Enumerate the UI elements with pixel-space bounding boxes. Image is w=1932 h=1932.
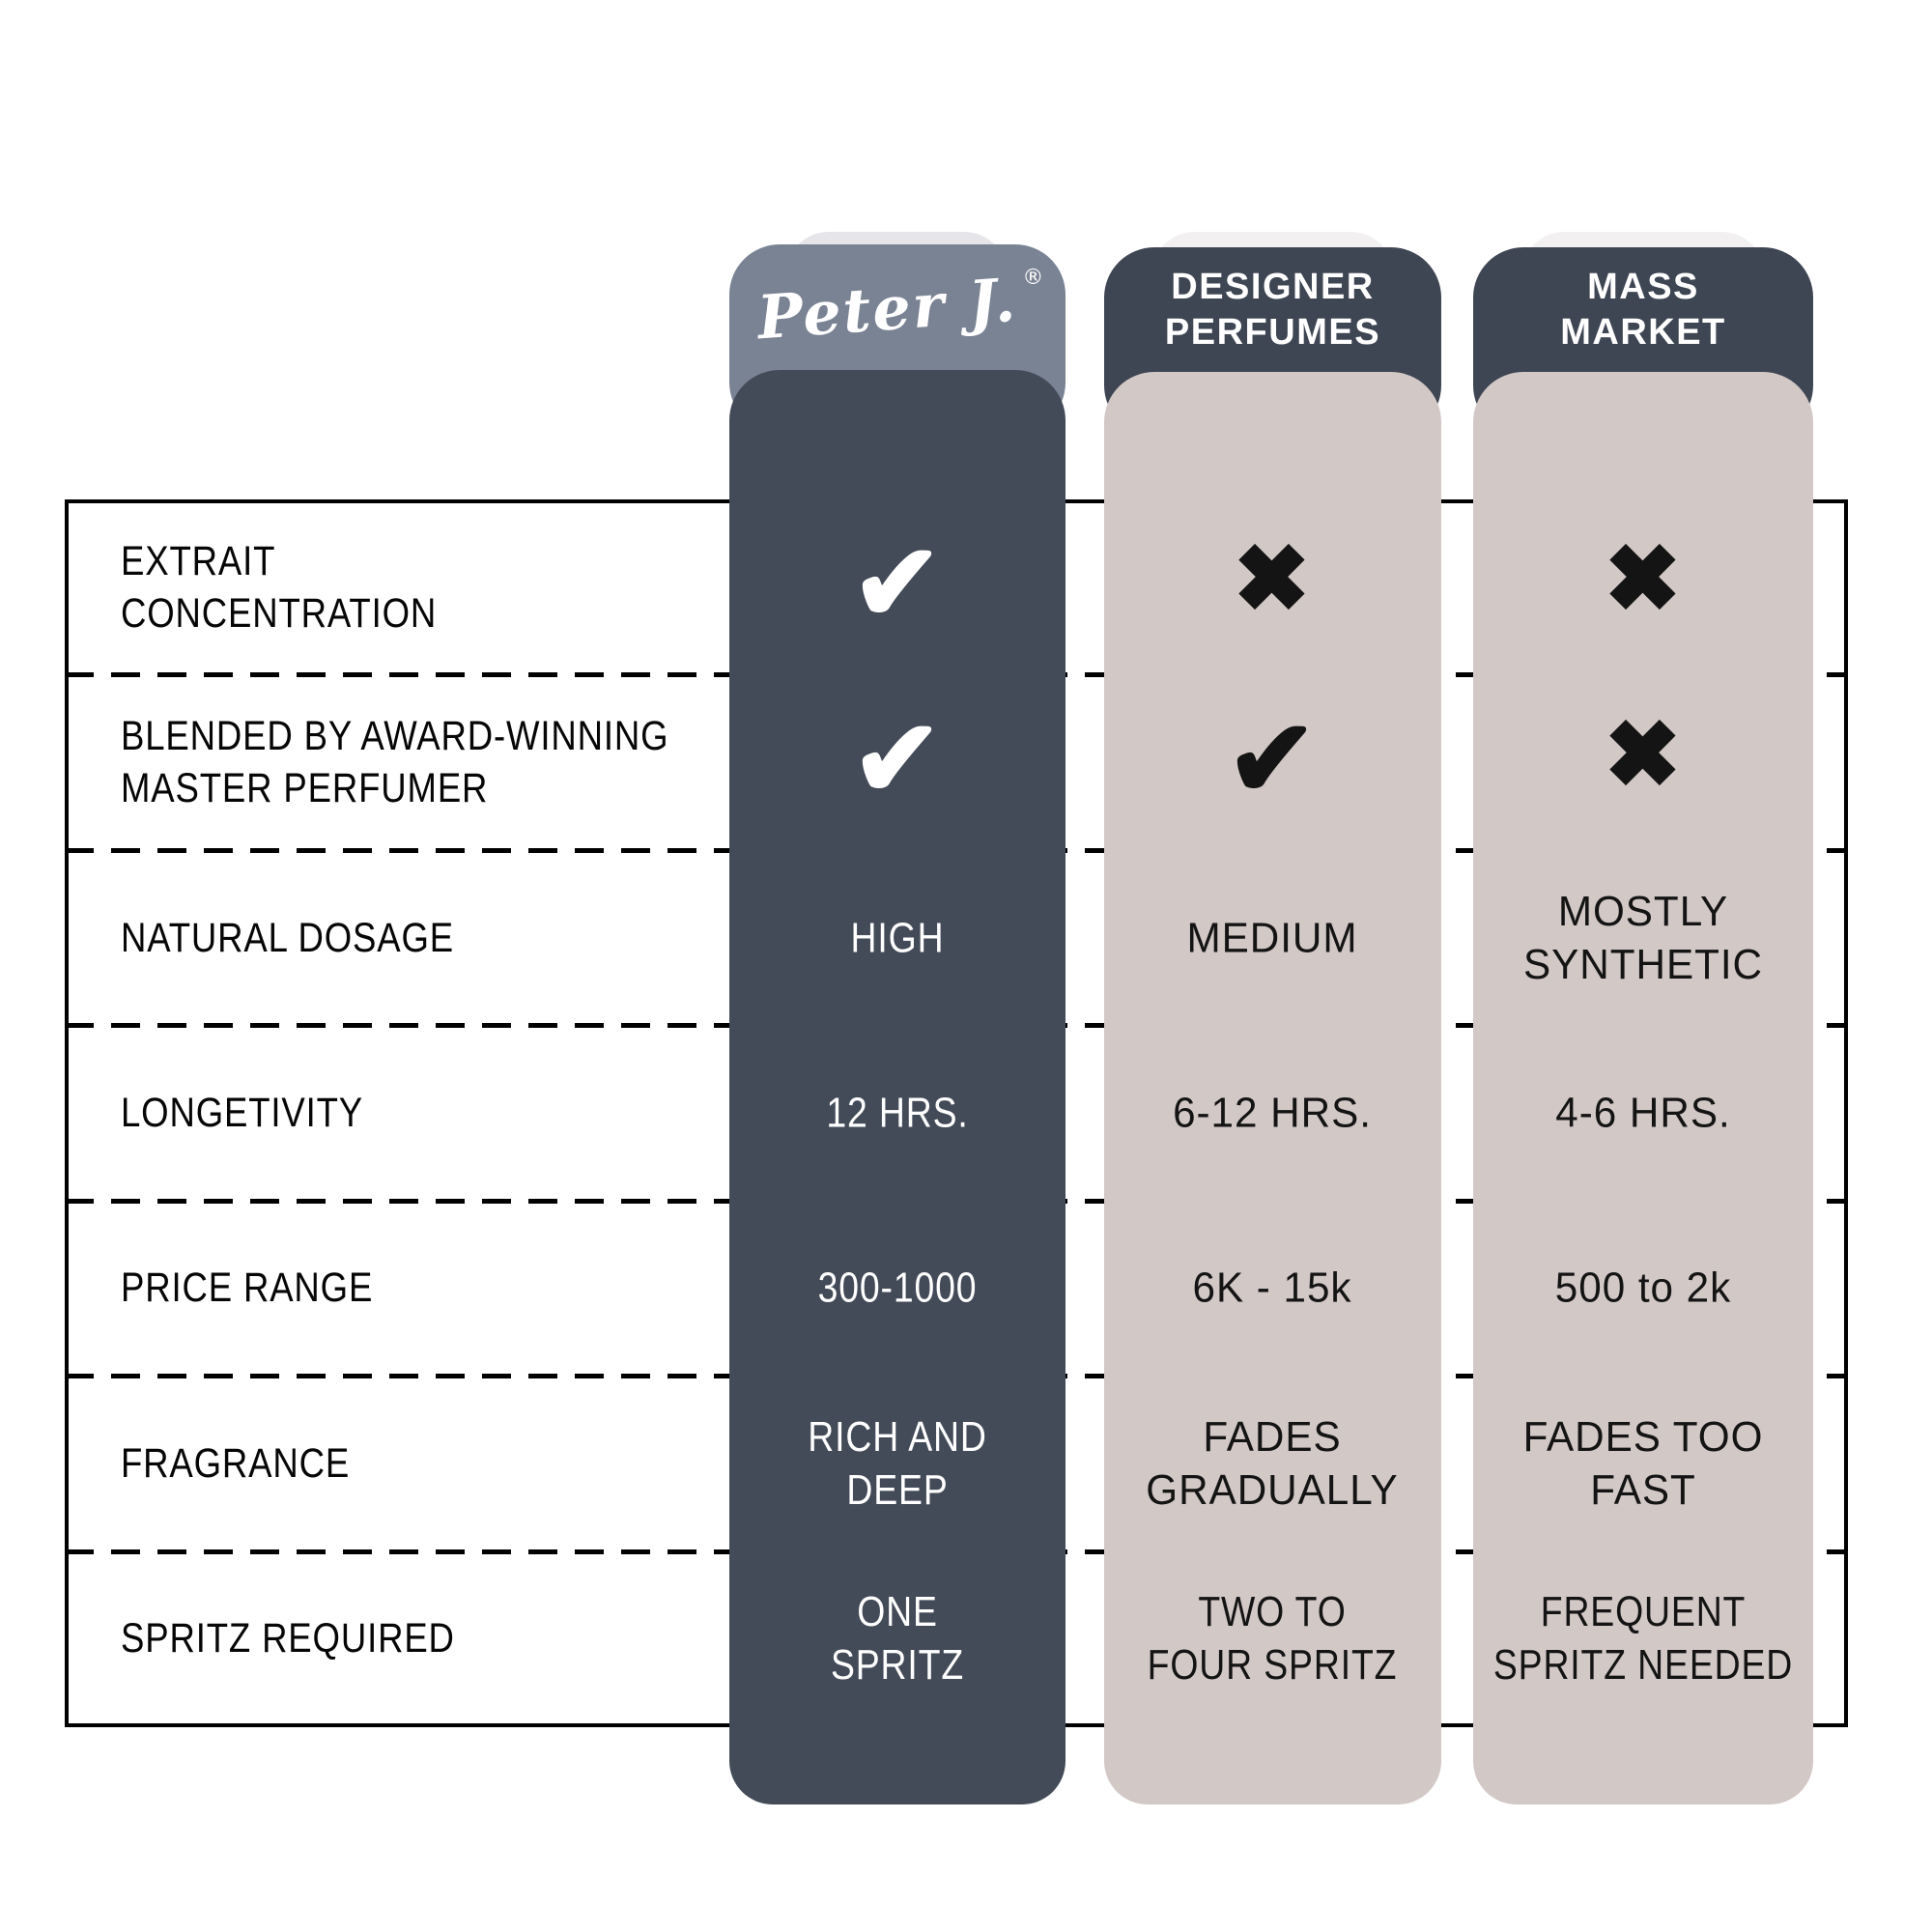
cell-value-line: RICH AND: [808, 1413, 987, 1461]
cell-mass-fragrance: [1518, 1410, 1768, 1517]
cell-value-line: 4-6 HRS.: [1555, 1089, 1731, 1137]
row-label-line: NATURAL DOSAGE: [121, 915, 454, 961]
cell-value-line: ONE: [857, 1588, 938, 1635]
cell-designer-blended: [1226, 698, 1319, 819]
cell-value-line: 6K - 15k: [1192, 1264, 1352, 1312]
row-label-price-range: [121, 1262, 417, 1314]
cell-value-line: DEEP: [846, 1466, 949, 1514]
cell-value-line: TWO TO: [1198, 1588, 1347, 1635]
cell-mass-natural-dosage: [1519, 885, 1768, 991]
row-label-line: PRICE RANGE: [121, 1264, 374, 1311]
column-header-line: DESIGNER: [1171, 267, 1375, 307]
cell-value-line: FADES: [1203, 1413, 1342, 1461]
cell-designer-price-range: [1189, 1262, 1355, 1315]
cell-brand-natural-dosage: [842, 912, 952, 965]
cell-value-line: SPRITZ: [830, 1641, 965, 1689]
cell-designer-spritz: [1125, 1585, 1419, 1691]
cell-mass-extrait: [1604, 527, 1683, 631]
row-label-line: EXTRAIT: [121, 538, 276, 584]
cell-mass-spritz: [1466, 1585, 1819, 1691]
cell-mass-price-range: [1551, 1262, 1735, 1315]
cell-value-line: GRADUALLY: [1146, 1466, 1399, 1514]
cell-value-line: HIGH: [850, 914, 945, 962]
cell-value-line: 300-1000: [817, 1264, 978, 1312]
column-header-line: MARKET: [1560, 312, 1726, 353]
cell-brand-blended: [851, 698, 944, 819]
cross-icon: ✖: [1604, 703, 1683, 807]
registered-trademark-icon: ®: [1022, 265, 1044, 290]
check-icon: ✔: [851, 698, 944, 819]
cell-value-line: SPRITZ NEEDED: [1492, 1641, 1794, 1689]
row-label-line: FRAGRANCE: [121, 1440, 351, 1487]
column-header-line: MASS: [1587, 267, 1699, 307]
row-label-line: MASTER PERFUMER: [121, 765, 489, 811]
cell-value-line: SYNTHETIC: [1522, 941, 1764, 988]
row-label-blended-by-master-perfumer: [121, 710, 766, 814]
brand-logo-script: Peter J.: [754, 264, 1019, 353]
row-label-natural-dosage: [121, 912, 513, 964]
column-header-line: PERFUMES: [1164, 312, 1381, 353]
cell-value-line: MOSTLY: [1557, 888, 1729, 935]
cell-brand-price-range: [804, 1262, 991, 1315]
cell-designer-extrait: [1233, 527, 1312, 631]
cell-designer-fragrance: [1141, 1410, 1404, 1517]
cell-brand-extrait: [851, 523, 944, 643]
cell-brand-fragrance: [792, 1410, 1003, 1517]
cell-value-line: 6-12 HRS.: [1173, 1089, 1372, 1137]
cell-brand-spritz: [819, 1585, 976, 1691]
cell-mass-longetivity: [1552, 1087, 1735, 1140]
cross-icon: ✖: [1233, 527, 1312, 631]
row-label-extrait-concentration: [121, 535, 493, 639]
cell-value-line: FOUR SPRITZ: [1147, 1641, 1398, 1689]
row-label-line: CONCENTRATION: [121, 590, 438, 637]
row-label-spritz-required: [121, 1612, 514, 1664]
cell-value-line: MEDIUM: [1186, 914, 1358, 962]
row-label-line: LONGETIVITY: [121, 1090, 364, 1136]
cell-mass-blended: [1604, 703, 1683, 807]
brand-logo: [729, 244, 1065, 372]
check-icon: ✔: [851, 523, 944, 643]
check-icon: ✔: [1226, 698, 1319, 819]
column-header-mass-market: [1473, 247, 1813, 373]
column-header-designer-perfumes: [1104, 247, 1441, 373]
row-label-fragrance: [121, 1437, 390, 1490]
cell-value-line: FADES TOO: [1522, 1413, 1764, 1461]
cell-value-line: 500 to 2k: [1554, 1264, 1732, 1312]
row-label-line: BLENDED BY AWARD-WINNING: [121, 713, 669, 759]
cell-value-line: 12 HRS.: [826, 1089, 969, 1137]
cross-icon: ✖: [1604, 527, 1683, 631]
cell-value-line: FAST: [1590, 1466, 1696, 1514]
cell-brand-longetivity: [813, 1087, 980, 1140]
cell-value-line: FREQUENT: [1540, 1588, 1747, 1635]
row-label-longetivity: [121, 1087, 406, 1139]
row-label-line: SPRITZ REQUIRED: [121, 1615, 455, 1662]
cell-designer-natural-dosage: [1183, 912, 1361, 965]
cell-designer-longetivity: [1169, 1087, 1376, 1140]
